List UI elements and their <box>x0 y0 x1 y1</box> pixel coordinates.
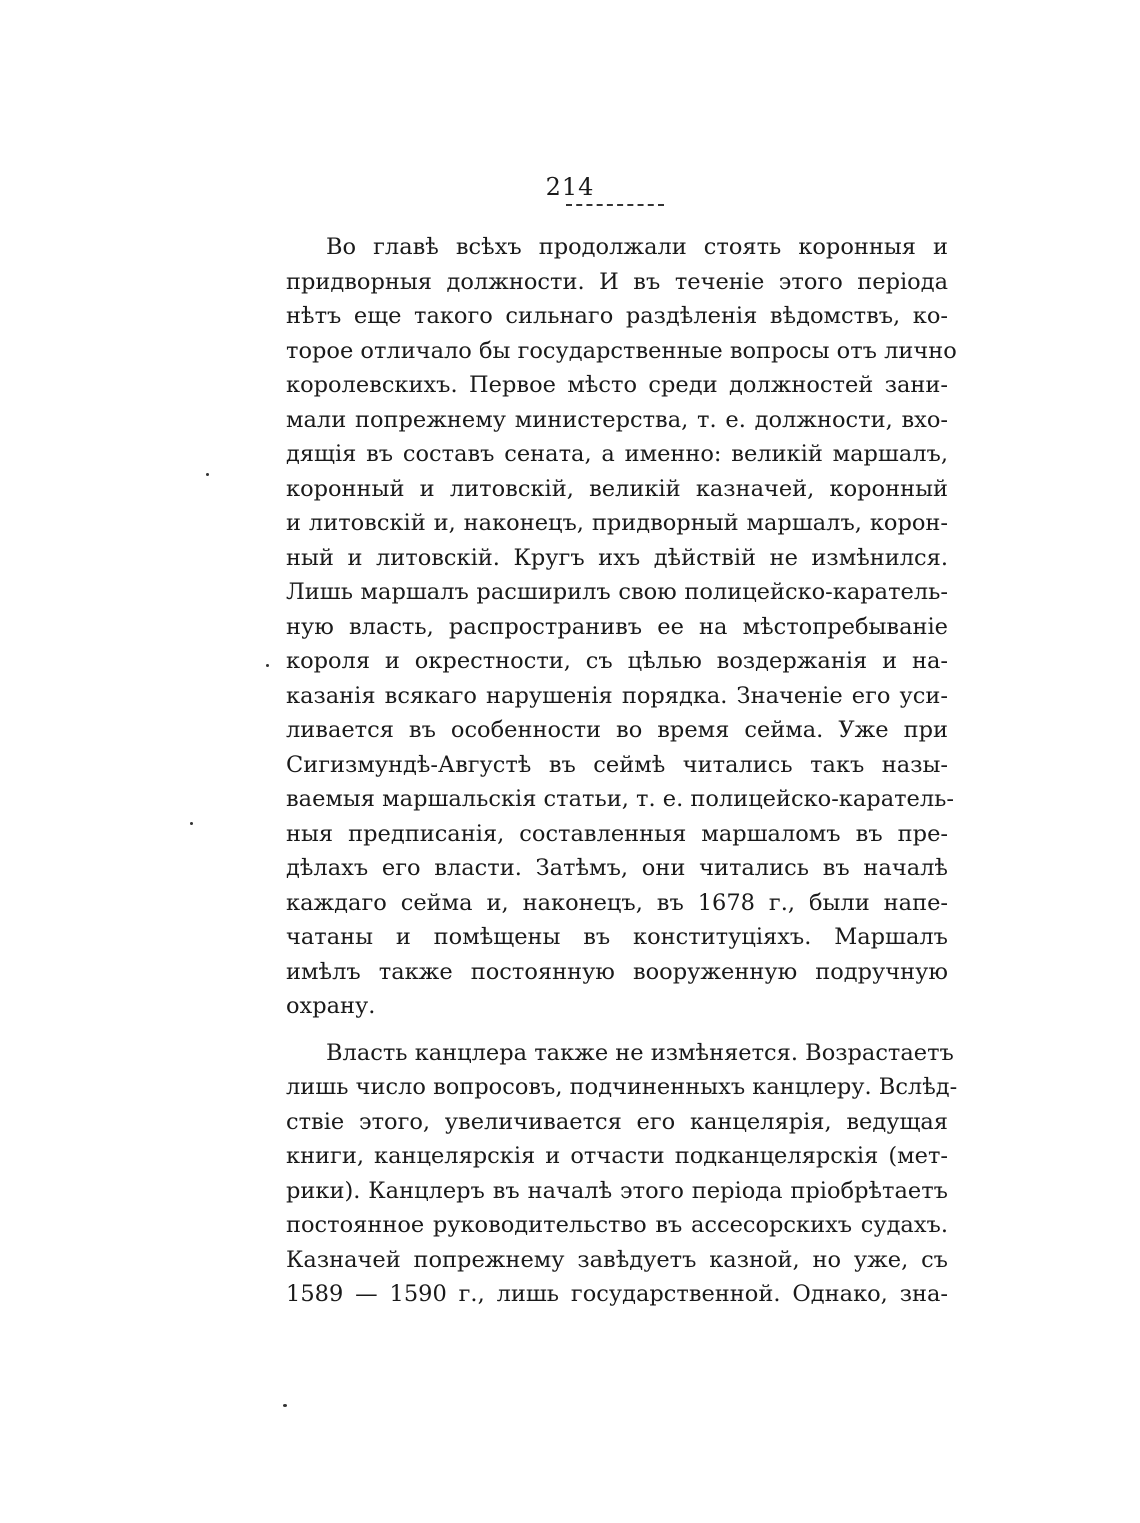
text-line: каждаго сейма и, наконецъ, въ 1678 г., были напе- <box>286 889 948 916</box>
text-line: ныя предписанія, составленныя маршаломъ въ пре- <box>286 820 948 847</box>
paragraph <box>286 230 957 1024</box>
text-line: ный и литовскій. Кругъ ихъ дѣйствій не измѣнился. <box>286 544 948 571</box>
text-line: Казначей попрежнему завѣдуетъ казной, но уже, съ <box>286 1246 948 1273</box>
text-line: 1589 — 1590 г., лишь государственной. Однако, зна- <box>286 1281 948 1307</box>
text-line: Власть канцлера также не измѣняется. Возрастаетъ <box>326 1039 954 1066</box>
text-line: короля и окрестности, съ цѣлью воздержанія и на- <box>286 648 948 674</box>
text-line: охрану. <box>286 993 376 1019</box>
scan-speck <box>283 1404 287 1407</box>
paragraph <box>286 1036 958 1312</box>
text-line: торое отличало бы государственные вопросы отъ лично <box>286 337 957 364</box>
text-line: дящія въ составъ сената, а именно: великій маршалъ, <box>286 441 948 467</box>
header-rule <box>566 204 664 206</box>
body-text <box>286 230 958 1312</box>
text-line: придворныя должности. И въ теченіе этого періода <box>286 268 948 295</box>
text-line: имѣлъ также постоянную вооруженную подручную <box>286 958 948 985</box>
scan-speck <box>206 473 209 476</box>
paragraph-gap <box>286 1024 948 1036</box>
text-line: королевскихъ. Первое мѣсто среди должностей зани- <box>286 372 948 398</box>
text-line: ную власть, распространивъ ее на мѣстопребываніе <box>286 613 948 640</box>
page-number: 214 <box>545 173 595 201</box>
text-line: книги, канцелярскія и отчасти подканцелярскія (мет- <box>286 1143 948 1169</box>
text-line: Лишь маршалъ расширилъ свою полицейско-каратель- <box>286 579 948 605</box>
text-line: лишь число вопросовъ, подчиненныхъ канцлеру. Вслѣд- <box>286 1074 958 1100</box>
text-line: постоянное руководительство въ ассесорскихъ судахъ. <box>286 1212 948 1238</box>
text-line: Во главѣ всѣхъ продолжали стоять коронныя и <box>326 234 948 260</box>
text-line: и литовскій и, наконецъ, придворный маршалъ, корон- <box>286 510 948 536</box>
text-line: ливается въ особенности во время сейма. Уже при <box>286 717 948 743</box>
text-line: чатаны и помѣщены въ конституціяхъ. Маршалъ <box>286 924 948 950</box>
text-line: ствіе этого, увеличивается его канцелярія, ведущая <box>286 1108 948 1135</box>
scan-speck <box>266 664 269 667</box>
text-line: нѣтъ еще такого сильнаго раздѣленія вѣдомствъ, ко- <box>286 303 948 329</box>
text-line: Сигизмундѣ-Августѣ въ сеймѣ читались такъ назы- <box>286 751 948 778</box>
text-line: рики). Канцлеръ въ началѣ этого періода пріобрѣтаетъ <box>286 1177 948 1204</box>
scan-speck <box>190 822 193 825</box>
text-line: дѣлахъ его власти. Затѣмъ, они читались въ началѣ <box>286 855 948 881</box>
text-line: коронный и литовскій, великій казначей, коронный <box>286 475 948 502</box>
text-line: казанія всякаго нарушенія порядка. Значеніе его уси- <box>286 682 948 709</box>
text-line: мали попрежнему министерства, т. е. должности, вхо- <box>286 406 948 433</box>
text-line: ваемыя маршальскія статьи, т. е. полицейско-каратель- <box>286 786 955 812</box>
